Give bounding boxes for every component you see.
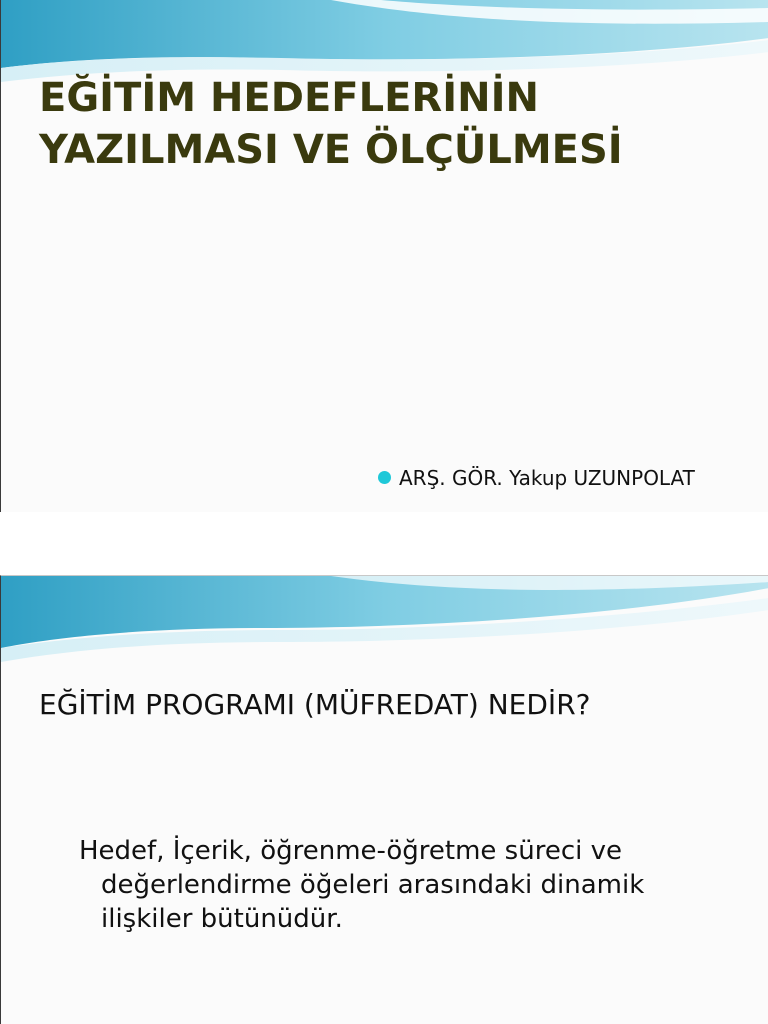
slide-1-title: [39, 72, 739, 176]
body-line-1: Hedef, İçerik, öğrenme-öğretme süreci ve: [79, 836, 622, 866]
author-name: ARŞ. GÖR. Yakup UZUNPOLAT: [399, 466, 695, 490]
wave-decoration: [1, 576, 768, 666]
slide-2-body: [79, 834, 719, 936]
slide-2: [0, 575, 768, 1024]
body-line-2: değerlendirme öğeleri arasındaki dinamik: [101, 870, 645, 900]
title-line-2: YAZILMASI VE ÖLÇÜLMESİ: [39, 127, 623, 173]
author-row: [378, 466, 695, 490]
body-line-3: ilişkiler bütünüdür.: [101, 904, 343, 934]
slide-2-title: EĞİTİM PROGRAMI (MÜFREDAT) NEDİR?: [39, 688, 591, 721]
bullet-dot-icon: [378, 471, 391, 484]
title-line-1: EĞİTİM HEDEFLERİNİN: [39, 75, 539, 121]
slide-gap: [0, 512, 768, 575]
